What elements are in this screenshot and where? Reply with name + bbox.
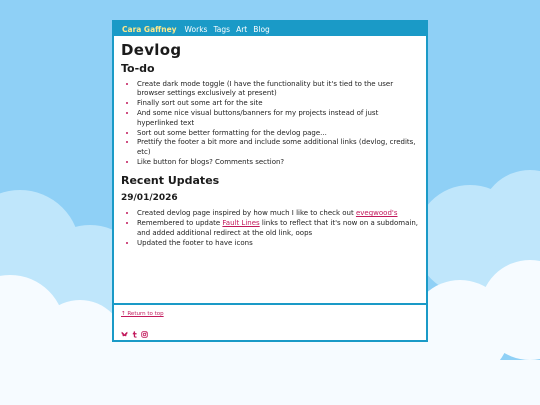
- social-icons: [121, 323, 419, 342]
- todo-heading: To-do: [121, 61, 155, 75]
- tumblr-icon[interactable]: [131, 323, 138, 342]
- fault-lines-link[interactable]: Fault Lines: [222, 219, 260, 228]
- footer: [114, 303, 426, 340]
- todo-item: • Sort out some better formatting for the devlog page...: [137, 129, 419, 139]
- main-content: [114, 36, 426, 249]
- todo-item: • Like button for blogs? Comments section?: [137, 158, 419, 168]
- update-text: Created devlog page inspired by how much I like to check out: [137, 209, 356, 218]
- bluesky-icon[interactable]: [121, 323, 128, 342]
- todo-item: • Finally sort out some art for the site: [137, 99, 419, 109]
- update-text: links to reflect that it's now on a subdomain, and added additional redirect at the old link, oops: [137, 219, 418, 237]
- update-text: Remembered to update: [137, 219, 223, 228]
- instagram-icon[interactable]: [141, 323, 148, 342]
- nav-link-tags[interactable]: Tags: [213, 24, 231, 34]
- page-title: Devlog: [121, 41, 182, 59]
- site-brand-link[interactable]: Cara Gaffney: [122, 24, 177, 34]
- todo-item: • Prettify the footer a bit more and include some additional links (devlog, credits, etc): [137, 138, 419, 158]
- recent-updates-heading: Recent Updates: [121, 173, 220, 187]
- top-nav: [114, 22, 426, 36]
- updates-list: [121, 209, 419, 248]
- return-to-top-link[interactable]: ↑ Return to top: [121, 311, 164, 317]
- todo-list: [121, 80, 419, 168]
- nav-link-blog[interactable]: Blog: [253, 24, 270, 34]
- update-date: 29/01/2026: [121, 192, 178, 203]
- todo-item: • Create dark mode toggle (I have the functionality but it's tied to the user browser settings exclusively at present): [137, 80, 419, 100]
- update-item: [137, 209, 419, 219]
- nav-link-art[interactable]: Art: [236, 24, 248, 34]
- update-item: [137, 219, 419, 239]
- todo-item: • And some nice visual buttons/banners for my projects instead of just hyperlinked text: [137, 109, 419, 129]
- nav-link-works[interactable]: Works: [184, 24, 208, 34]
- evegwood-link[interactable]: evegwood's: [355, 209, 398, 218]
- update-item: • Updated the footer to have icons: [137, 239, 419, 249]
- page-frame: [112, 20, 428, 342]
